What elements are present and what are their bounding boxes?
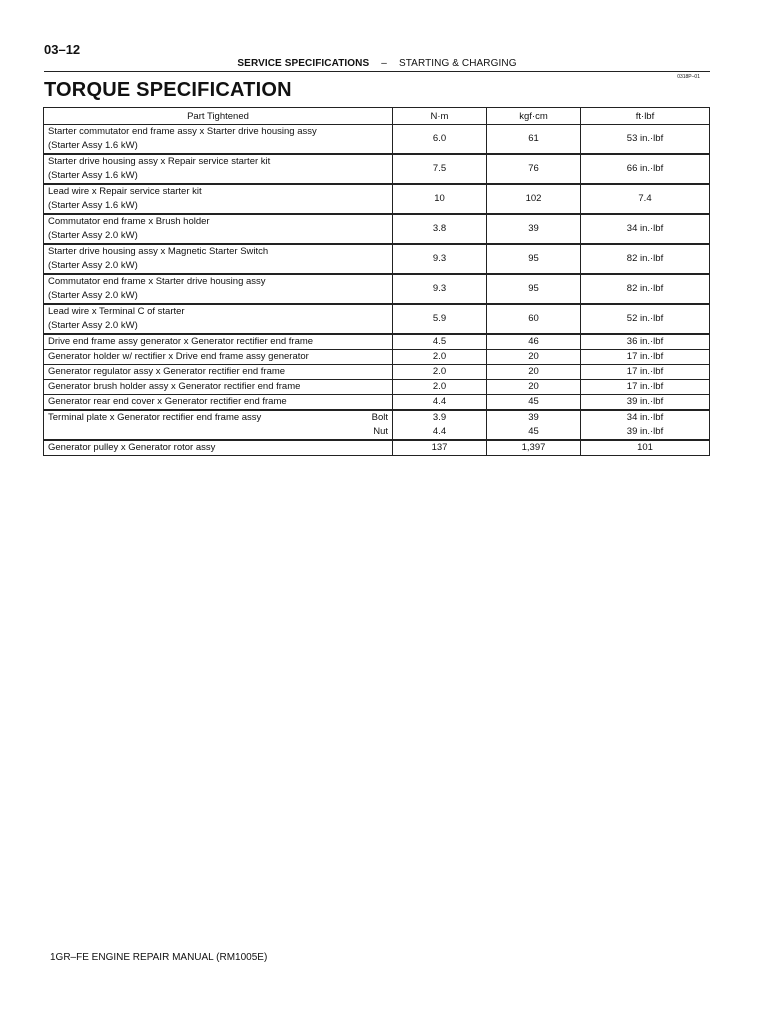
nm-cell: 10 <box>393 184 487 214</box>
kgfcm-cell: 39 <box>487 214 581 244</box>
kgfcm-cell: 45 <box>487 395 581 411</box>
ftlbf-cell: 34 in.·lbf <box>581 214 710 244</box>
table-row <box>44 380 710 395</box>
table-row <box>44 410 710 440</box>
header-separator: – <box>381 58 387 69</box>
table-row <box>44 184 710 214</box>
kgfcm-cell: 95 <box>487 274 581 304</box>
kgfcm-bolt: 39 <box>528 412 539 423</box>
ftlbf-cell <box>581 410 710 440</box>
fastener-nut: Nut <box>373 426 388 437</box>
part-name: Generator rear end cover x Generator rectifier end frame <box>44 395 393 411</box>
header-kgfcm: kgf·cm <box>487 108 581 125</box>
kgfcm-cell: 95 <box>487 244 581 274</box>
table-row <box>44 154 710 184</box>
part-name: Lead wire x Repair service starter kit <box>48 186 202 197</box>
part-name: Generator holder w/ rectifier x Drive end frame assy generator <box>44 350 393 365</box>
nm-cell: 3.8 <box>393 214 487 244</box>
table-header-row <box>44 108 710 125</box>
part-cell <box>44 274 393 304</box>
part-note: (Starter Assy 2.0 kW) <box>48 320 138 331</box>
nm-cell: 6.0 <box>393 125 487 155</box>
torque-spec-table <box>43 107 710 456</box>
table-row <box>44 395 710 411</box>
ftlbf-nut: 39 in.·lbf <box>626 426 664 437</box>
kgfcm-cell: 20 <box>487 365 581 380</box>
subsection-title: STARTING & CHARGING <box>398 58 517 69</box>
nm-cell: 9.3 <box>393 244 487 274</box>
ftlbf-cell: 39 in.·lbf <box>581 395 710 411</box>
table-row <box>44 274 710 304</box>
kgfcm-cell: 20 <box>487 350 581 365</box>
ftlbf-cell: 52 in.·lbf <box>581 304 710 334</box>
part-cell <box>44 244 393 274</box>
ftlbf-cell: 17 in.·lbf <box>581 350 710 365</box>
part-note: (Starter Assy 1.6 kW) <box>48 200 138 211</box>
part-name: Generator brush holder assy x Generator rectifier end frame <box>44 380 393 395</box>
ftlbf-cell: 66 in.·lbf <box>581 154 710 184</box>
part-name: Drive end frame assy generator x Generator rectifier end frame <box>44 334 393 350</box>
nm-cell: 4.5 <box>393 334 487 350</box>
nm-cell: 9.3 <box>393 274 487 304</box>
part-cell <box>44 184 393 214</box>
part-note: (Starter Assy 1.6 kW) <box>48 140 138 151</box>
kgfcm-cell: 60 <box>487 304 581 334</box>
table-row <box>44 214 710 244</box>
nm-nut: 4.4 <box>432 426 447 437</box>
ftlbf-cell: 82 in.·lbf <box>581 244 710 274</box>
kgfcm-cell: 46 <box>487 334 581 350</box>
part-name: Terminal plate x Generator rectifier end frame assy <box>48 412 262 423</box>
part-note: (Starter Assy 1.6 kW) <box>48 170 138 181</box>
part-cell <box>44 410 393 440</box>
nm-cell: 4.4 <box>393 395 487 411</box>
part-cell <box>44 154 393 184</box>
ftlbf-cell: 101 <box>581 440 710 456</box>
header-nm: N·m <box>393 108 487 125</box>
part-cell <box>44 304 393 334</box>
fastener-bolt: Bolt <box>371 412 388 423</box>
kgfcm-cell: 20 <box>487 380 581 395</box>
ftlbf-cell: 36 in.·lbf <box>581 334 710 350</box>
header-ftlbf: ft·lbf <box>581 108 710 125</box>
part-cell <box>44 125 393 155</box>
part-note: (Starter Assy 2.0 kW) <box>48 260 138 271</box>
reference-code: 0318P–01 <box>677 74 700 80</box>
kgfcm-cell: 76 <box>487 154 581 184</box>
nm-cell: 2.0 <box>393 350 487 365</box>
ftlbf-cell: 7.4 <box>581 184 710 214</box>
header-part-tightened: Part Tightened <box>44 108 393 125</box>
part-name: Lead wire x Terminal C of starter <box>48 306 185 317</box>
nm-cell: 5.9 <box>393 304 487 334</box>
table-row <box>44 244 710 274</box>
page-number: 03–12 <box>44 42 81 57</box>
part-name: Generator regulator assy x Generator rectifier end frame <box>44 365 393 380</box>
ftlbf-cell: 82 in.·lbf <box>581 274 710 304</box>
part-name: Starter drive housing assy x Magnetic Starter Switch <box>48 246 269 257</box>
kgfcm-cell: 102 <box>487 184 581 214</box>
table-row <box>44 350 710 365</box>
manual-footer: 1GR–FE ENGINE REPAIR MANUAL (RM1005E) <box>50 952 268 963</box>
nm-cell: 7.5 <box>393 154 487 184</box>
part-name: Commutator end frame x Starter drive housing assy <box>48 276 266 287</box>
header-rule <box>44 71 710 72</box>
running-header <box>44 58 710 69</box>
section-title: SERVICE SPECIFICATIONS <box>237 58 370 69</box>
nm-cell: 137 <box>393 440 487 456</box>
part-note: (Starter Assy 2.0 kW) <box>48 290 138 301</box>
ftlbf-cell: 17 in.·lbf <box>581 365 710 380</box>
nm-cell <box>393 410 487 440</box>
part-name: Commutator end frame x Brush holder <box>48 216 210 227</box>
part-note: (Starter Assy 2.0 kW) <box>48 230 138 241</box>
ftlbf-bolt: 34 in.·lbf <box>626 412 664 423</box>
kgfcm-cell <box>487 410 581 440</box>
nm-cell: 2.0 <box>393 365 487 380</box>
fastener-types <box>372 411 388 439</box>
nm-bolt: 3.9 <box>432 412 447 423</box>
part-name: Generator pulley x Generator rotor assy <box>44 440 393 456</box>
part-name: Starter drive housing assy x Repair service starter kit <box>48 156 271 167</box>
ftlbf-cell: 53 in.·lbf <box>581 125 710 155</box>
part-cell <box>44 214 393 244</box>
kgfcm-nut: 45 <box>528 426 539 437</box>
table-row <box>44 365 710 380</box>
part-name: Starter commutator end frame assy x Starter drive housing assy <box>48 126 317 137</box>
ftlbf-cell: 17 in.·lbf <box>581 380 710 395</box>
page-title: TORQUE SPECIFICATION <box>44 79 292 101</box>
table-row <box>44 125 710 155</box>
nm-cell: 2.0 <box>393 380 487 395</box>
table-row <box>44 334 710 350</box>
kgfcm-cell: 1,397 <box>487 440 581 456</box>
kgfcm-cell: 61 <box>487 125 581 155</box>
table-row <box>44 304 710 334</box>
table-row <box>44 440 710 456</box>
